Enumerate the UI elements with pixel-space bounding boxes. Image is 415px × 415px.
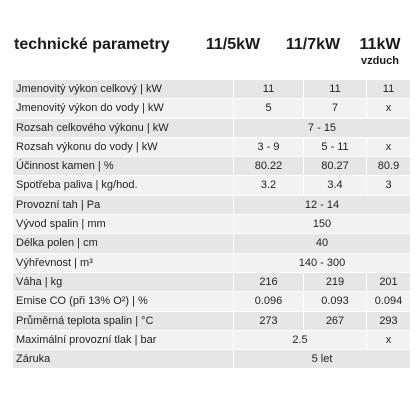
table-row (13, 196, 410, 215)
row-value-11-7kw: 7 (304, 99, 366, 117)
column-header-11-5kw: 11/5kW (205, 36, 261, 53)
column-header-11kw: 11kW (359, 36, 401, 53)
table-row (13, 312, 410, 331)
row-label: Váha | kg (13, 273, 233, 291)
row-value-11-5kw: 3 - 9 (234, 138, 303, 156)
row-value-11-7kw: 219 (304, 273, 366, 291)
row-value-11kw: 293 (367, 312, 410, 330)
row-label: Jmenovitý výkon do vody | kW (13, 99, 233, 117)
row-value-11-7kw: 80.27 (304, 157, 366, 175)
row-value-11kw: x (367, 331, 410, 349)
row-label: Účinnost kamen | % (13, 157, 233, 175)
row-value-11-7kw: 5 - 11 (304, 138, 366, 156)
table-row (13, 176, 410, 195)
row-label: Rozsah celkového výkonu | kW (13, 119, 233, 137)
row-value-shared: 12 - 14 (234, 196, 410, 214)
table-row (13, 80, 410, 99)
table-header (0, 36, 415, 76)
row-value-11-5kw: 216 (234, 273, 303, 291)
row-label: Jmenovitý výkon celkový | kW (13, 80, 233, 98)
row-label: Záruka (13, 350, 233, 368)
row-value-shared: 150 (234, 215, 410, 233)
row-label: Maximální provozní tlak | bar (13, 331, 233, 349)
table-row (13, 254, 410, 273)
row-label: Spotřeba paliva | kg/hod. (13, 176, 233, 194)
row-value-11kw: 201 (367, 273, 410, 291)
row-value-11-5kw: 5 (234, 99, 303, 117)
column-subheader-vzduch: vzduch (361, 55, 399, 67)
row-value-11kw: x (367, 138, 410, 156)
row-value-11-5kw: 3.2 (234, 176, 303, 194)
row-label: Rozsah výkonu do vody | kW (13, 138, 233, 156)
row-label: Délka polen | cm (13, 234, 233, 252)
table-title: technické parametry (14, 36, 170, 53)
row-label: Emise CO (při 13% O²) | % (13, 292, 233, 310)
row-value-11-5kw: 11 (234, 80, 303, 98)
row-value-11-5kw: 0.096 (234, 292, 303, 310)
table-row (13, 157, 410, 176)
row-value-shared: 140 - 300 (234, 254, 410, 272)
table-row (13, 273, 410, 292)
row-value-11-7kw: 11 (304, 80, 366, 98)
row-value-11-5kw: 273 (234, 312, 303, 330)
table-row (13, 292, 410, 311)
row-value-shared: 7 - 15 (234, 119, 410, 137)
row-label: Provozní tah | Pa (13, 196, 233, 214)
row-value-11-7kw: 0.093 (304, 292, 366, 310)
row-value-11-7kw: 267 (304, 312, 366, 330)
column-header-11-7kw: 11/7kW (285, 36, 341, 53)
row-value-11kw: 3 (367, 176, 410, 194)
table-row (13, 138, 410, 157)
table-row (13, 99, 410, 118)
row-label: Vývod spalin | mm (13, 215, 233, 233)
row-value-11kw: 80.9 (367, 157, 410, 175)
table-row (13, 234, 410, 253)
row-value-11-5kw: 80.22 (234, 157, 303, 175)
table-row (13, 215, 410, 234)
row-value-11-7kw: 3.4 (304, 176, 366, 194)
table-row (13, 119, 410, 138)
row-value-11kw: x (367, 99, 410, 117)
row-value-11kw: 11 (367, 80, 410, 98)
table-row (13, 331, 410, 350)
parameters-table (13, 80, 410, 369)
row-label: Průměrná teplota spalin | °C (13, 312, 233, 330)
row-value-shared: 2.5 (234, 331, 366, 349)
row-value-11kw: 0.094 (367, 292, 410, 310)
row-value-shared: 5 let (234, 350, 410, 368)
row-value-shared: 40 (234, 234, 410, 252)
table-row (13, 350, 410, 369)
row-label: Výhřevnost | m³ (13, 254, 233, 272)
